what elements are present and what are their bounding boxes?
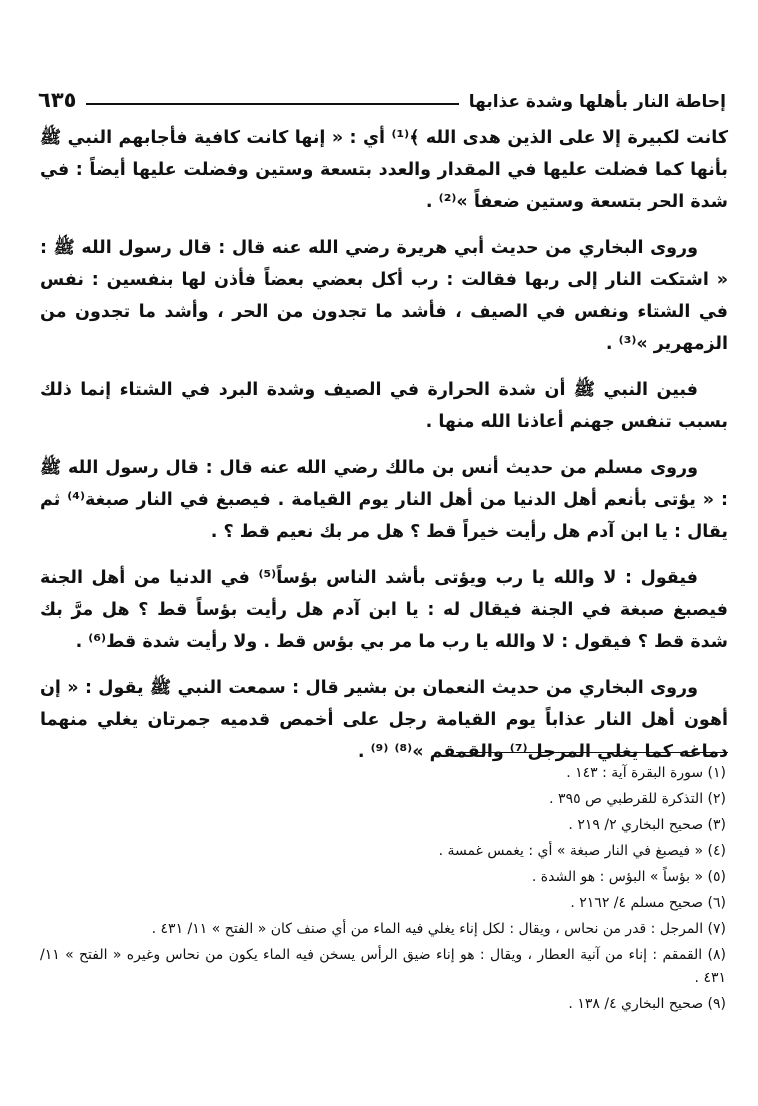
page-number: ٦٣٥ — [38, 88, 77, 112]
paragraph: فبين النبي ﷺ أن شدة الحرارة في الصيف وشدة البرد في الشتاء إنما ذلك بسبب تنفس جهنم أعاذنا الله منها . — [40, 380, 728, 432]
footnote: (٥) « بؤساً » البؤس : هو الشدة . — [531, 869, 726, 885]
paragraph: وروى مسلم من حديث أنس بن مالك رضي الله عنه قال : قال رسول الله ﷺ : « يؤتى بأنعم أهل الدنيا من أهل النار يوم القيامة . فيصبغ في النار صبغة⁽⁴⁾ ثم يقال : يا ابن آدم هل رأيت خيراً قط ؟ هل مر بك نعيم قط ؟ . — [40, 458, 728, 542]
footnotes — [40, 762, 726, 1019]
body-text — [40, 122, 728, 782]
footnote: (٣) صحيح البخاري ٢/ ٢١٩ . — [568, 817, 726, 833]
paragraph: كانت لكبيرة إلا على الذين هدى الله ﴾⁽¹⁾ أي : « إنها كانت كافية فأجابهم النبي ﷺ بأنها كما فضلت عليها في المقدار والعدد بتسعة وستين وفضلت عليها أيضاً : في شدة الحر بتسعة وستين ضعفاً »⁽²⁾ . — [40, 128, 728, 212]
footnote: (٢) التذكرة للقرطبي ص ٣٩٥ . — [549, 791, 726, 807]
paragraph: وروى البخاري من حديث أبي هريرة رضي الله عنه قال : قال رسول الله ﷺ : « اشتكت النار إلى ربها فقالت : رب أكل بعضي بعضاً فأذن لها بنفسين : نفس في الشتاء ونفس في الصيف ، فأشد ما تجدون من الحر ، وأشد ما تجدون من الزمهرير »⁽³⁾ . — [40, 238, 728, 354]
header-rule — [86, 103, 458, 105]
footnote: (٧) المرجل : قدر من نحاس ، ويقال : لكل إناء يغلي فيه الماء من أي صنف كان « الفتح » ١١/ ٤٣١ . — [151, 921, 726, 937]
running-header — [38, 78, 726, 112]
paragraph: فيقول : لا والله يا رب ويؤتى بأشد الناس بؤساً⁽⁵⁾ في الدنيا من أهل الجنة فيصبغ صبغة في الجنة فيقال له : يا ابن آدم هل رأيت بؤساً قط ؟ هل مرَّ بك شدة قط ؟ فيقول : لا والله يا رب ما مر بي بؤس قط . ولا رأيت شدة قط⁽⁶⁾ . — [40, 568, 728, 652]
footnote: (٤) « فيصبغ في النار صبغة » أي : يغمس غمسة . — [438, 843, 726, 859]
footnote: (٩) صحيح البخاري ٤/ ١٣٨ . — [568, 996, 726, 1012]
running-title: إحاطة النار بأهلها وشدة عذابها — [468, 92, 726, 112]
footnote: (١) سورة البقرة آية : ١٤٣ . — [566, 765, 726, 781]
footnote-separator — [456, 752, 728, 753]
footnote: (٦) صحيح مسلم ٤/ ٢١٦٢ . — [570, 895, 726, 911]
paragraph: وروى البخاري من حديث النعمان بن بشير قال : سمعت النبي ﷺ يقول : « إن أهون أهل النار عذاباً يوم القيامة رجل على أخمص قدميه جمرتان يغلي منهما دماغه كما يغلي المرجل⁽⁷⁾ والقمقم »⁽⁸⁾ ⁽⁹⁾ . — [40, 678, 728, 762]
footnote: (٨) القمقم : إناء من آنية العطار ، ويقال : هو إناء ضيق الرأس يسخن فيه الماء يكون من نحاس وغيره « الفتح » ١١/ ٤٣١ . — [40, 947, 726, 986]
